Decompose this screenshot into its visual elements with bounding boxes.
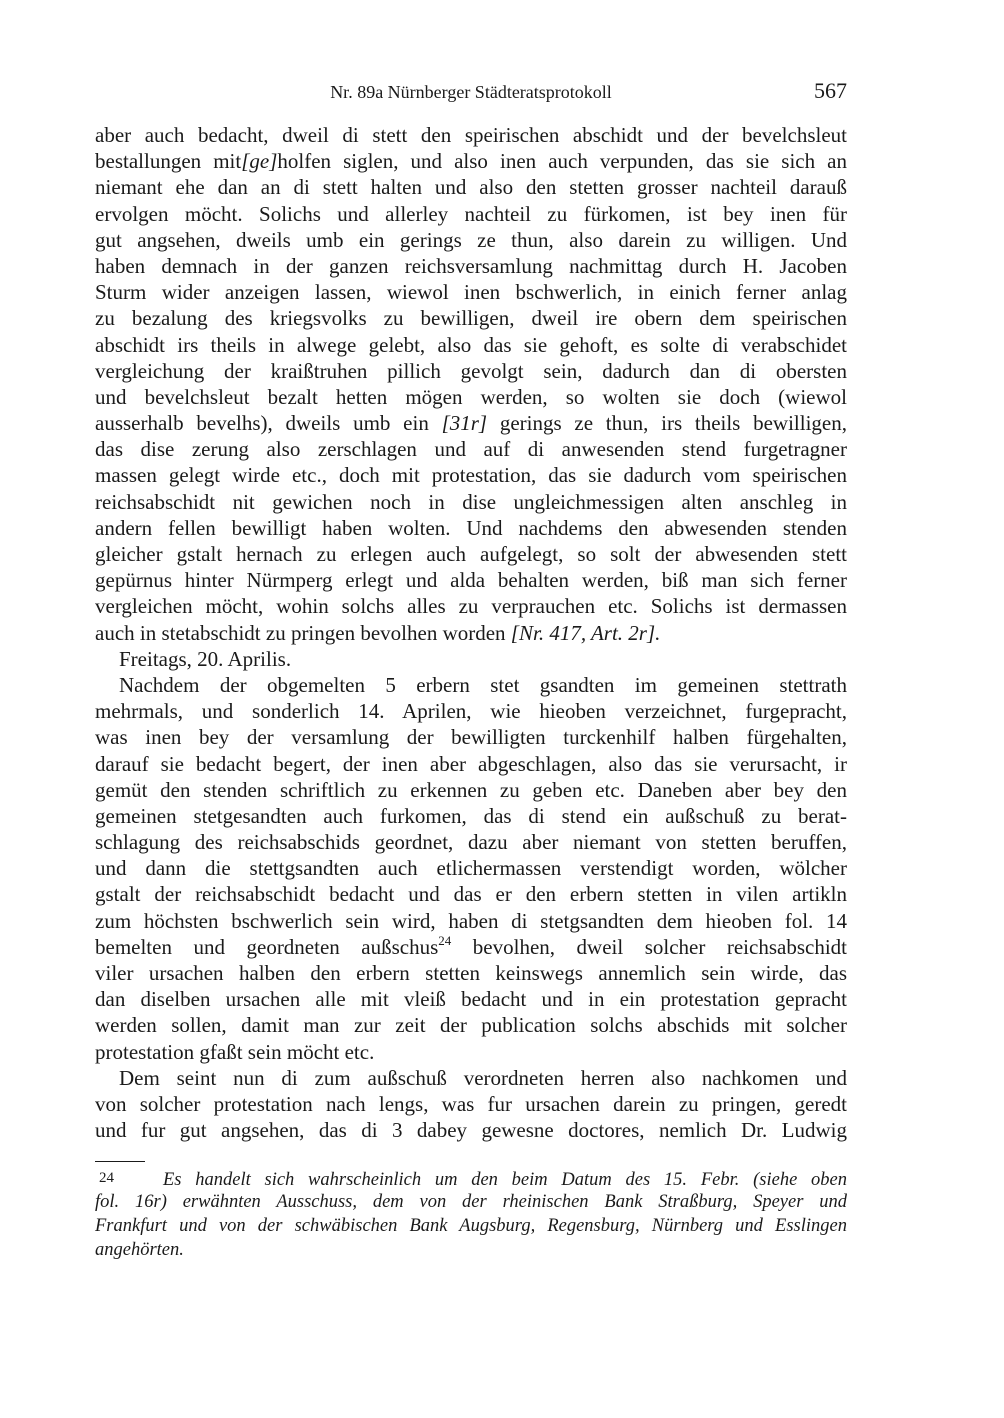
text-line — [95, 829, 847, 855]
line-text: protestation gfaßt sein möcht etc. — [95, 1039, 375, 1064]
text-line — [95, 148, 847, 174]
text-line — [95, 541, 847, 567]
line-text: niemant ehe dan an di stett halten und also den stetten grosser nachteil darauß — [95, 175, 847, 200]
footnote-line — [95, 1190, 847, 1214]
line-text: vergleichen möcht, wohin solchs alles zu verprauchen etc. Solichs ist dermassen — [95, 594, 847, 619]
text-line — [95, 201, 847, 227]
line-text: vergleichung der kraißtruhen pillich gevolgt sein, dadurch dan di obersten — [95, 358, 847, 383]
line-text: und dann die stettgsandten auch etlichermassen verstendigt worden, wölcher — [95, 856, 847, 881]
line-text: auch in stetabschidt zu pringen bevolhen worden — [95, 620, 511, 645]
footnote-marker: 24 — [438, 932, 452, 948]
text-line — [95, 462, 847, 488]
line-text: reichsabschidt nit gewichen noch in dise ungleichmessigen alten anschleg in — [95, 489, 847, 514]
line-text: und fur gut angsehen, das di 3 dabey gewesne doctores, nemlich Dr. Ludwig — [95, 1118, 847, 1143]
editorial-reference: [ge] — [241, 149, 278, 174]
line-text: haben demnach in der ganzen reichsversamlung nachmittag durch H. Jacoben — [95, 253, 847, 278]
text-line — [95, 489, 847, 515]
line-text: holfen siglen, und also inen auch verpunden, das sie sich an — [277, 149, 847, 174]
line-text: ausserhalb bevelhs), dweils umb ein — [95, 411, 442, 436]
footnote-text: fol. 16r) erwähnten Ausschuss, dem von der rheinischen Bank Straßburg, Speyer und — [95, 1192, 847, 1212]
body-text — [95, 122, 847, 1143]
line-text: werden sollen, damit man zur zeit der publication solchs abschids mit solcher — [95, 1013, 847, 1038]
line-text: Nachdem der obgemelten 5 erbern stet gsandten im gemeinen stettrath — [119, 672, 847, 697]
footnote-text: Es handelt sich wahrscheinlich um den beim Datum des 15. Febr. (siehe oben — [163, 1170, 847, 1190]
line-text: bevolhen, dweil solcher reichsabschidt — [451, 934, 847, 959]
page-number: 567 — [814, 78, 847, 103]
text-line — [95, 1091, 847, 1117]
footnote-separator — [95, 1161, 145, 1162]
text-line — [95, 279, 847, 305]
line-text: massen gelegt wirde etc., doch mit protestation, das sie dadurch vom speirischen — [95, 463, 847, 488]
text-line — [95, 960, 847, 986]
text-line — [95, 646, 847, 672]
line-text: was inen bey der versamlung der bewilligten turckenhilf halben fürgehalten, — [95, 725, 847, 750]
text-line — [95, 122, 847, 148]
text-line — [95, 777, 847, 803]
text-line — [95, 908, 847, 934]
text-line — [95, 515, 847, 541]
text-line — [95, 855, 847, 881]
line-text: viler ursachen halben den erbern stetten keinswegs annemlich sein wirde, das — [95, 961, 847, 985]
line-text: ervolgen möcht. Solichs und allerley nachteil zu fürkomen, ist bey inen für — [95, 201, 847, 226]
text-line — [95, 593, 847, 619]
text-line — [95, 724, 847, 750]
text-line — [95, 332, 847, 358]
line-text: abschidt irs theils in alwege gelebt, also das sie gehoft, es solte di verabschidet — [95, 332, 847, 357]
editorial-reference: [Nr. 417, Art. 2r]. — [510, 620, 661, 645]
line-text: bemelten und geordneten außschus — [95, 934, 439, 959]
line-text: gemüt den stenden schriftlich zu erkennen zu geben etc. Daneben aber bey den — [95, 777, 847, 802]
footnote-line — [95, 1166, 847, 1190]
text-line — [95, 174, 847, 200]
footnote-number: 24 — [99, 1170, 114, 1186]
text-line — [95, 410, 847, 436]
text-line — [95, 934, 847, 960]
text-line — [95, 253, 847, 279]
line-text: bestallungen mit — [95, 149, 242, 174]
footnote-text: angehörten. — [95, 1240, 184, 1260]
line-text: aber auch bedacht, dweil di stett den speirischen abschidt und der bevelchsleut — [95, 123, 847, 147]
running-title: Nr. 89a Nürnberger Städteratsprotokoll — [330, 82, 612, 102]
text-line — [95, 986, 847, 1012]
line-text: von solcher protestation nach lengs, was fur ursachen darein zu pringen, geredt — [95, 1091, 847, 1116]
text-line — [95, 672, 847, 698]
line-text: gemeinen stetgesandten auch furkomen, das di stend ein außschuß zu berat- — [95, 803, 847, 828]
footnote-line — [95, 1238, 847, 1262]
text-line — [95, 1012, 847, 1038]
text-line — [95, 803, 847, 829]
line-text: Freitags, 20. Aprilis. — [119, 646, 292, 671]
footnote-line — [95, 1214, 847, 1238]
line-text: darauf sie bedacht begert, der inen aber abgeschlagen, also das sie verursacht, ir — [95, 751, 847, 776]
line-text: und bevelchsleut bezalt hetten mögen werden, so wolten sie doch (wiewol — [95, 384, 847, 409]
line-text: schlagung des reichsabschids geordnet, dazu aber niemant von stetten beruffen, — [95, 830, 847, 855]
line-text: mehrmals, und sonderlich 14. Aprilen, wie hieoben verzeichnet, furgepracht, — [95, 699, 847, 724]
text-line — [95, 1039, 847, 1065]
line-text: gstalt der reichsabschidt bedacht und das er den erbern stetten in vilen artikln — [95, 882, 847, 907]
text-line — [95, 384, 847, 410]
text-line — [95, 751, 847, 777]
line-text: zu bezalung des kriegsvolks zu bewilligen, dweil ire obern dem speirischen — [95, 306, 847, 331]
text-line — [95, 881, 847, 907]
text-line — [95, 567, 847, 593]
line-text: gepürnus hinter Nürmperg erlegt und alda behalten werden, biß man sich ferner — [95, 568, 847, 593]
line-text: Dem seint nun di zum außschuß verordneten herren also nachkomen und — [119, 1065, 847, 1090]
text-line — [95, 698, 847, 724]
line-text: gleicher gstalt hernach zu erlegen auch aufgelegt, so solt der abwesenden stett — [95, 542, 847, 566]
page-header — [95, 78, 847, 108]
editorial-reference: [31r] — [441, 411, 488, 436]
line-text: das dise zerung also zerschlagen und auf di anwesenden stend furgetragner — [95, 437, 847, 462]
text-line — [95, 358, 847, 384]
text-line — [95, 436, 847, 462]
text-line — [95, 305, 847, 331]
text-line — [95, 1065, 847, 1091]
line-text: dan diselben ursachen alle mit vleiß bedacht und in ein protestation gepracht — [95, 987, 847, 1012]
line-text: gut angsehen, dweils umb ein gerings ze thun, also darein zu willigen. Und — [95, 227, 847, 252]
footnote-text: Frankfurt und von der schwäbischen Bank Augsburg, Regensburg, Nürnberg und Esslingen — [95, 1216, 847, 1236]
text-line — [95, 227, 847, 253]
line-text: gerings ze thun, irs theils bewilligen, — [487, 411, 847, 436]
footnotes — [95, 1166, 847, 1262]
line-text: Sturm wider anzeigen lassen, wiewol inen bschwerlich, in einich ferner anlag — [95, 280, 847, 305]
line-text: zum höchsten bschwerlich sein wird, haben di stetgsandten dem hieoben fol. 14 — [95, 908, 847, 933]
line-text: andern fellen bewilligt haben wolten. Und nachdems den abwesenden stenden — [95, 515, 847, 540]
text-line — [95, 1117, 847, 1143]
text-line — [95, 620, 847, 646]
